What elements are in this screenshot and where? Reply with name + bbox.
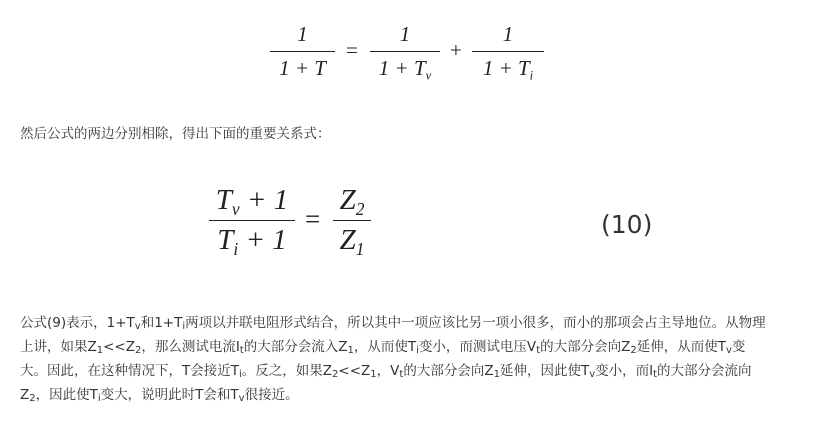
subscript: t: [239, 345, 244, 356]
text-run: 变: [731, 339, 746, 355]
eq2-lhs-denominator: $T_i + 1$: [217, 224, 287, 260]
text-run: ，因此使T: [35, 387, 98, 403]
text-run: <<Z: [103, 339, 135, 355]
text-run: 和1+T: [140, 315, 183, 331]
eq1-term1-denominator: $1 + T_v$: [378, 56, 432, 83]
text-run: 的大部分会流入Z: [243, 339, 348, 355]
subscript: 2: [135, 345, 142, 356]
subscript: 2: [332, 369, 339, 380]
intro-sentence: 然后公式的两边分别相除，得出下面的重要关系式：: [20, 126, 331, 142]
text-run: 大。因此，在这种情况下，T会接近T: [20, 363, 239, 379]
subscript: 1: [96, 345, 104, 356]
text-run: Z: [20, 387, 30, 403]
text-run: 的大部分会流向: [657, 363, 752, 379]
subscript: 2: [29, 393, 36, 404]
subscript: v: [238, 393, 245, 404]
paragraph-line-1: [20, 311, 810, 335]
eq2-lhs-numerator: $T_v + 1$: [215, 184, 289, 220]
text-run: ，V: [376, 363, 400, 379]
text-run: <<Z: [338, 363, 371, 379]
paragraph-line-3: [20, 359, 810, 383]
text-run: 延伸，因此使T: [499, 363, 590, 379]
text-run: 变小，而测试电压V: [418, 339, 537, 355]
subscript: 1: [370, 369, 377, 380]
eq1-term2-numerator: 1: [502, 22, 514, 46]
text-run: 。反之，如果Z: [241, 363, 333, 379]
equation-number: (10): [601, 210, 653, 239]
subscript: i: [239, 369, 242, 380]
eq2-rhs-denominator: $Z_1$: [339, 224, 365, 260]
text-run: 公式(9)表示，1+T: [20, 315, 135, 331]
text-run: 延伸，从而使T: [636, 339, 726, 355]
subscript: t: [536, 345, 541, 356]
explanation-paragraph: [20, 311, 810, 407]
eq2-rhs-fraction: [333, 184, 371, 260]
text-run: 变大，说明此时T会和T: [100, 387, 239, 403]
subscript: i: [416, 345, 419, 356]
subscript: t: [399, 369, 404, 380]
eq1-plus-sign: +: [450, 38, 462, 62]
subscript: v: [725, 345, 732, 356]
eq1-term1-fraction: [370, 22, 440, 83]
subscript: v: [134, 321, 141, 332]
subscript: 2: [630, 345, 637, 356]
eq1-term1-numerator: 1: [399, 22, 411, 46]
text-run: 上讲，如果Z: [20, 339, 97, 355]
paragraph-line-4: [20, 383, 810, 407]
eq1-equals-sign: =: [346, 38, 358, 62]
paragraph-line-2: [20, 335, 810, 359]
subscript: i: [97, 393, 101, 404]
subscript: t: [653, 369, 658, 380]
eq1-lhs-fraction: [270, 24, 335, 79]
text-run: 变小，而I: [595, 363, 654, 379]
subscript: v: [589, 369, 596, 380]
text-run: 很接近。: [244, 387, 299, 403]
subscript: 1: [347, 345, 354, 356]
eq2-rhs-numerator: $Z_2$: [339, 184, 365, 220]
text-run: 的大部分会向Z: [540, 339, 631, 355]
eq2-equals-sign: =: [305, 204, 321, 234]
text-run: ，从而使T: [353, 339, 417, 355]
eq1-lhs-numerator: 1: [297, 22, 308, 46]
eq1-lhs-denominator: 1 + T: [279, 56, 326, 80]
text-run: 两项以并联电阻形式结合，所以其中一项应该比另一项小很多，而小的那项会占主导地位。从物理: [185, 315, 766, 331]
eq2-lhs-fraction: [209, 184, 295, 260]
text-run: 的大部分会向Z: [403, 363, 494, 379]
subscript: i: [182, 321, 186, 332]
eq1-term2-fraction: [472, 22, 544, 83]
subscript: 1: [493, 369, 500, 380]
text-run: ，那么测试电流I: [141, 339, 240, 355]
eq1-term2-denominator: $1 + T_i$: [482, 56, 534, 83]
